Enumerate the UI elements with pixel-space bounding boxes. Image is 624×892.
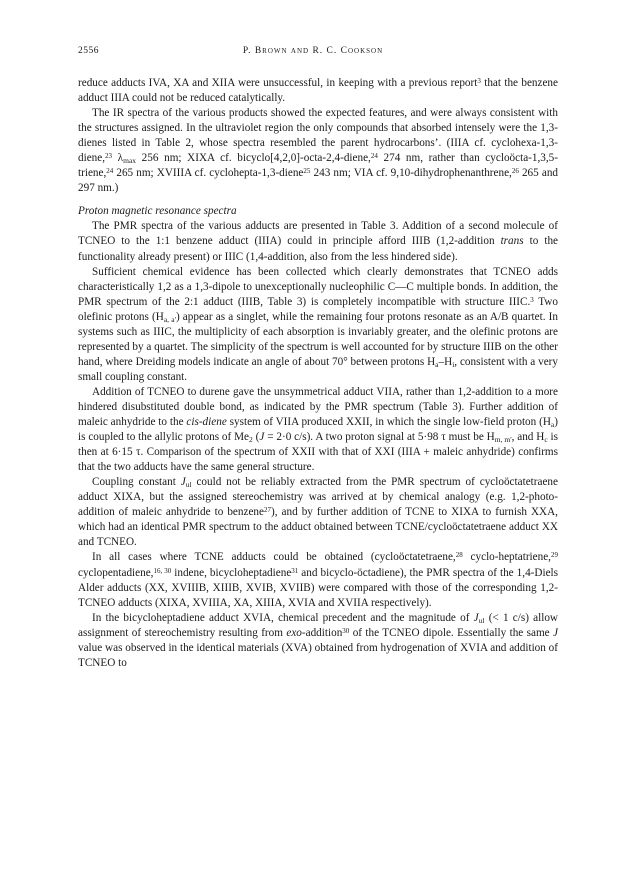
reference-mark: 24 (106, 167, 114, 176)
reference-mark: 3 (530, 295, 534, 304)
paragraph-pmr-intro: The PMR spectra of the various adducts are presented in Table 3. Addition of a second molecule of TCNEO to the 1:1 benzene adduct (IIIA) could in principle afford IIIB (1,2-addition trans to the functionality already present) or IIIC (1,4-addition, also from the less hindered side). (78, 220, 559, 263)
reference-mark: 30 (342, 626, 350, 635)
paragraph-uv-spectra: The IR spectra of the various products showed the expected features, and were always consistent with the structures assigned. In the ultraviolet region the only compounds that absorbed intensely were the 1,3-dienes listed in Table 2, whose spectra resembled the parent hydrocarbons’. (IIIA cf. cyclohexa-1,3-diene,$^{23}$ $\lambda_{max}$ 256 nm; XIXA cf. bicyclo[4,2,0]-octa-2,4-diene,$^{24}$ 274 nm, rather than cycloöcta-1,3,5-triene,$^{24}$ 265 nm; XVIIIA cf. cyclohepta-1,3-diene$^{25}$ 243 nm; VIA cf. 9,10-dihydrophenanthrene,$^{26}$ 265 and 297 nm.) (78, 107, 559, 195)
reference-mark: 23 (105, 152, 113, 161)
reference-mark: 28 (455, 551, 463, 560)
paragraph-1: reduce adducts IVA, XA and XIIA were unsuccessful, in keeping with a previous report$^3$ that the benzene adduct IIIA could not be reduced catalytically. (78, 77, 558, 105)
reference-mark: 31 (291, 566, 299, 575)
reference-mark: 16, 30 (153, 566, 172, 575)
reference-mark: 27 (263, 506, 271, 515)
paragraph-durene-addition: Addition of TCNEO to durene gave the unsymmetrical adduct VIIA, rather than 1,2-addition to a more hindered disubstituted double bond, as indicated by the PMR spectrum (Table 3). Further addition of maleic anhydride to the cis-diene system of VIIA produced XXII, in which the single low-field proton $(H_a)$ is coupled to the allylic protons of $Me_2$ (J = 2·0 c/s). A two proton signal at 5·98 τ must be $H_{m, m'}$, and $H_c$ is then at 6·15 τ. Comparison of the spectrum of XXII with that of XXI (IIIA + maleic anhydride) confirms that the two adducts have the same general structure. (78, 385, 559, 474)
reference-mark: 25 (303, 167, 311, 176)
reference-mark: 24 (370, 152, 378, 161)
paragraph-bicycloheptadiene: In the bicycloheptadiene adduct XVIA, chemical precedent and the magnitude of $J_{ul}$ (< 1 c/s) allow assignment of stereochemistry resulting from exo-addition$^{30}$ of the TCNEO dipole. Essentially the same J value was observed in the identical materials (XVA) obtained from hydrogenation of XVIA and addition of TCNEO to (78, 611, 559, 669)
running-header-authors: P. Brown and R. C. Cookson (242, 46, 384, 56)
page-number: 2556 (78, 46, 99, 56)
reference-mark: 29 (550, 551, 558, 560)
paragraph-coupling-constant: Coupling constant $J_{ul}$ could not be reliably extracted from the PMR spectrum of cycloöctatetraene adduct XIXA, but the assigned stereochemistry was arrived at by chemical analogy (e.g. 1,2-photo-addition of maleic anhydride to benzene$^{27}$), and by further addition of TCNE to XIXA to furnish XXA, which had an identical PMR spectrum to the adduct obtained between TCNE/cycloöctatetraene adduct XX and TCNEO. (78, 476, 558, 549)
reference-mark: 3 (477, 77, 481, 85)
paragraph-chemical-evidence: Sufficient chemical evidence has been collected which clearly demonstrates that TCNEO adds characteristically 1,2 as a 1,3-dipole to unexceptionally nucleophilic C—C multiple bonds. In addition, the PMR spectrum of the 2:1 adduct (IIIB, Table 3) is completely incompatible with structure IIIC.$^3$ Two olefinic protons $(H_{a, a'})$ appear as a singlet, while the remaining four protons resonate as an A/B quartet. In systems such as IIIC, the multiplicity of each absorption is invariably greater, and the olefinic protons are represented by a quartet. The simplicity of the spectrum is well accounted for by structure IIIB on the other hand, where Dreiding models indicate an angle of about 70° between protons $H_a-H_i$, consistent with a very small coupling constant. (78, 265, 558, 383)
reference-mark: 26 (511, 167, 519, 176)
running-header (78, 46, 548, 60)
article-body (78, 76, 558, 671)
paragraph-tcne-adducts: In all cases where TCNE adducts could be obtained (cycloöctatetraene,$^{28}$ cyclo-heptatriene,$^{29}$ cyclopentadiene,$^{16, 30}$ indene, bicycloheptadiene$^{31}$ and bicyclo-öctadiene), the PMR spectra of the 1,4-Diels Alder adducts (XX, XVIIIB, XIIIB, XVIB, XVIIB) were compared with those of the corresponding 1,2-TCNEO adducts (XIXA, XVIIIA, XA, XIIIA, XVIA and XVIIA respectively). (78, 551, 558, 609)
section-heading: Proton magnetic resonance spectra (78, 205, 237, 218)
